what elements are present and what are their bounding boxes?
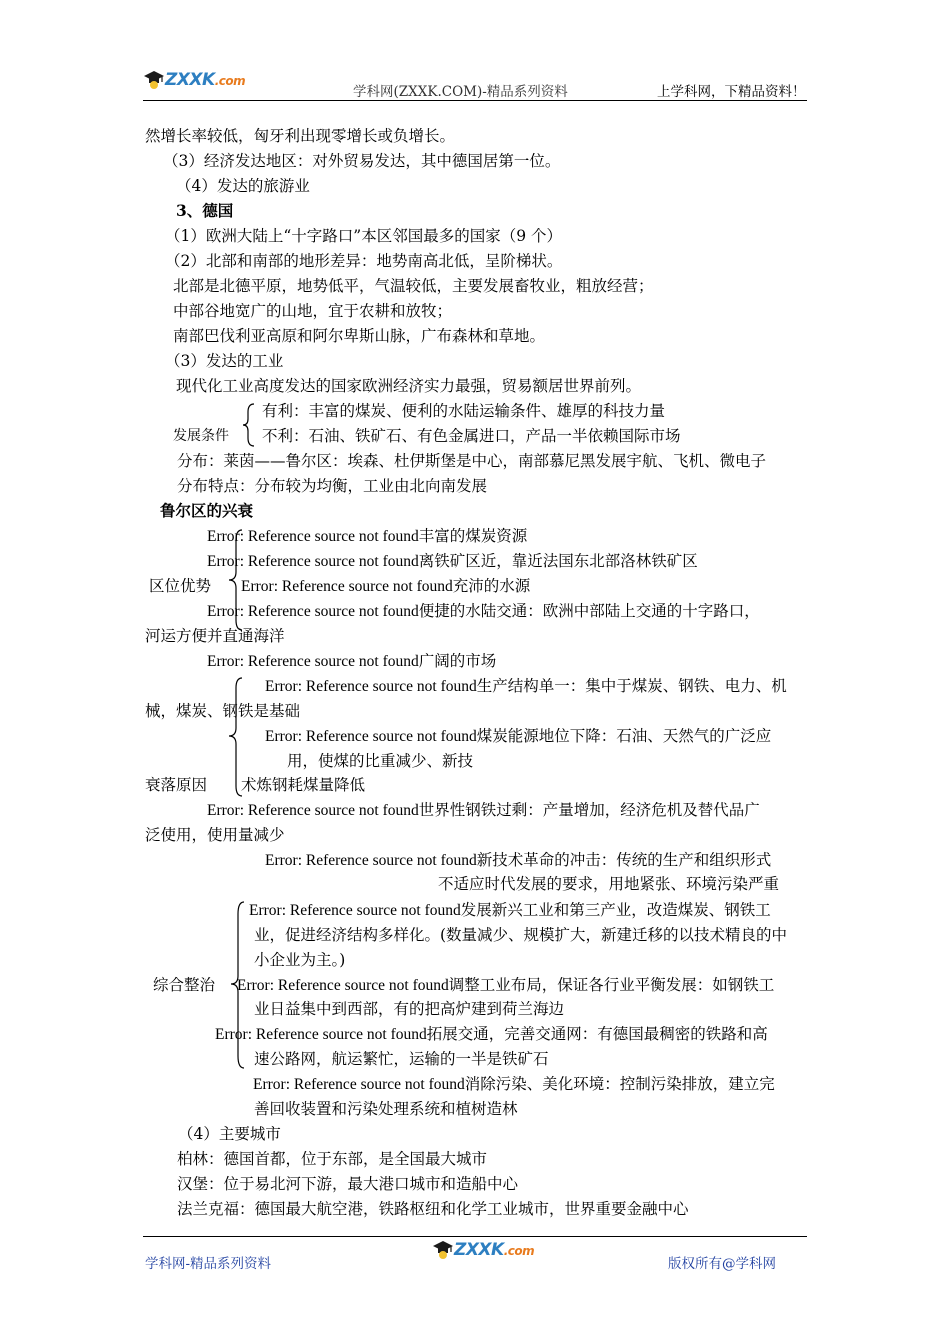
loc-4b: 河运方便并直通海洋 xyxy=(145,627,285,645)
line-economy: （3）经济发达地区：对外贸易发达，其中德国居第一位。 xyxy=(163,152,561,170)
dev-brace xyxy=(240,402,258,448)
cities-heading: （4）主要城市 xyxy=(178,1125,281,1143)
error-ref: Error: Reference source not found xyxy=(207,653,419,670)
footer-right-text: 版权所有@学科网 xyxy=(668,1256,776,1272)
dev-pro: 有利：丰富的煤炭、便利的水陆运输条件、雄厚的科技力量 xyxy=(262,402,666,420)
line-g3: 北部是北德平原，地势低平，气温较低，主要发展畜牧业，粗放经营； xyxy=(173,277,654,295)
dec-3b: 泛使用，使用量减少 xyxy=(145,826,285,844)
header-center-text: 学科网(ZXXK.COM)-精品系列资料 xyxy=(353,84,568,100)
error-ref: Error: Reference source not found xyxy=(265,728,477,745)
dec-2c: 术炼钢耗煤量降低 xyxy=(241,776,366,794)
header-logo xyxy=(143,68,245,90)
line-tourism: （4）发达的旅游业 xyxy=(176,177,310,195)
heading-germany: 3、德国 xyxy=(176,201,234,220)
fix-3b: 速公路网，航运繁忙，运输的一半是铁矿石 xyxy=(254,1050,549,1068)
logo-text: ZXXK xyxy=(165,70,215,90)
heading-ruhr: 鲁尔区的兴衰 xyxy=(160,501,254,520)
fix-4a: 消除污染、美化环境：控制污染排放，建立完 xyxy=(464,1075,775,1093)
fix-4b: 善回收装置和污染处理系统和植树造林 xyxy=(254,1100,518,1118)
dev-con: 不利：石油、铁矿石、有色金属进口，产品一半依赖国际市场 xyxy=(262,427,681,445)
city-berlin: 柏林：德国首都，位于东部，是全国最大城市 xyxy=(177,1150,488,1168)
dec-4a: 新技术革命的冲击：传统的生产和组织形式 xyxy=(476,851,772,869)
city-hamburg: 汉堡：位于易北河下游，最大港口城市和造船中心 xyxy=(177,1175,519,1193)
error-ref: Error: Reference source not found xyxy=(249,902,461,919)
error-ref: Error: Reference source not found xyxy=(207,528,419,545)
graduation-cap-icon xyxy=(143,68,165,90)
header-rule xyxy=(143,100,807,101)
footer-rule xyxy=(143,1236,807,1237)
loc-1: 丰富的煤炭资源 xyxy=(418,527,528,545)
fix-1c: 小企业为主。) xyxy=(254,951,346,969)
dec-2a: 煤炭能源地位下降：石油、天然气的广泛应 xyxy=(476,727,772,745)
city-frankfurt: 法兰克福：德国最大航空港，铁路枢纽和化学工业城市，世界重要金融中心 xyxy=(177,1200,689,1218)
error-ref: Error: Reference source not found xyxy=(241,578,453,595)
error-ref: Error: Reference source not found xyxy=(207,603,419,620)
dec-1b: 械，煤炭、钢铁是基础 xyxy=(145,702,301,720)
dec-3a: 世界性钢铁过剩：产量增加，经济危机及替代品广 xyxy=(418,801,760,819)
dec-4b: 不适应时代发展的要求，用地紧张、环境污染严重 xyxy=(438,875,780,893)
line-g2: （2）北部和南部的地形差异：地势南高北低，呈阶梯状。 xyxy=(165,252,563,270)
error-ref: Error: Reference source not found xyxy=(237,977,449,994)
line-g5: 南部巴伐利亚高原和阿尔卑斯山脉，广布森林和草地。 xyxy=(173,327,546,345)
loc-4a: 便捷的水陆交通：欧洲中部陆上交通的十字路口， xyxy=(418,602,760,620)
dec-label: 衰落原因 xyxy=(145,776,208,794)
header-right-text: 上学科网，下精品资料！ xyxy=(657,84,806,100)
line-distribution: 分布：莱茵——鲁尔区：埃森、杜伊斯堡是中心，南部慕尼黑发展宇航、飞机、微电子 xyxy=(177,452,767,470)
fix-2b: 业日益集中到西部，有的把高炉建到荷兰海边 xyxy=(254,1000,565,1018)
fix-2a: 调整工业布局，保证各行业平衡发展：如钢铁工 xyxy=(448,976,775,994)
fix-3a: 拓展交通，完善交通网：有德国最稠密的铁路和高 xyxy=(426,1025,768,1043)
logo-suffix: .com xyxy=(214,74,246,88)
dev-label: 发展条件 xyxy=(173,428,229,444)
line-g7: 现代化工业高度发达的国家欧洲经济实力最强，贸易额居世界前列。 xyxy=(176,377,642,395)
error-ref: Error: Reference source not found xyxy=(207,802,419,819)
loc-3: 充沛的水源 xyxy=(452,577,531,595)
error-ref: Error: Reference source not found xyxy=(265,852,477,869)
footer-logo xyxy=(432,1238,534,1260)
error-ref: Error: Reference source not found xyxy=(207,553,419,570)
fix-1b: 业，促进经济结构多样化。(数量减少、规模扩大，新建迁移的以技术精良的中 xyxy=(254,926,788,944)
error-ref: Error: Reference source not found xyxy=(265,678,477,695)
fix-1a: 发展新兴工业和第三产业，改造煤炭、钢铁工 xyxy=(460,901,771,919)
loc-5: 广阔的市场 xyxy=(418,652,497,670)
line-growth: 然增长率较低，匈牙利出现零增长或负增长。 xyxy=(145,127,456,145)
error-ref: Error: Reference source not found xyxy=(253,1076,465,1093)
line-g4: 中部谷地宽广的山地，宜于农耕和放牧； xyxy=(173,302,453,320)
logo-text: ZXXK xyxy=(454,1240,504,1260)
fix-label: 综合整治 xyxy=(153,976,216,994)
footer-left-text: 学科网-精品系列资料 xyxy=(145,1256,272,1272)
loc-2: 离铁矿区近，靠近法国东北部洛林铁矿区 xyxy=(418,552,698,570)
line-distribution-feature: 分布特点：分布较为均衡，工业由北向南发展 xyxy=(177,477,488,495)
loc-label: 区位优势 xyxy=(149,577,212,595)
error-ref: Error: Reference source not found xyxy=(215,1026,427,1043)
logo-suffix: .com xyxy=(503,1244,535,1258)
dec-2b: 用，使煤的比重减少、新技 xyxy=(287,752,474,770)
line-g1: （1）欧洲大陆上“十字路口”本区邻国最多的国家（9 个） xyxy=(165,227,563,245)
graduation-cap-icon xyxy=(432,1238,454,1260)
dec-1a: 生产结构单一：集中于煤炭、钢铁、电力、机 xyxy=(476,677,787,695)
line-g6: （3）发达的工业 xyxy=(165,352,284,370)
